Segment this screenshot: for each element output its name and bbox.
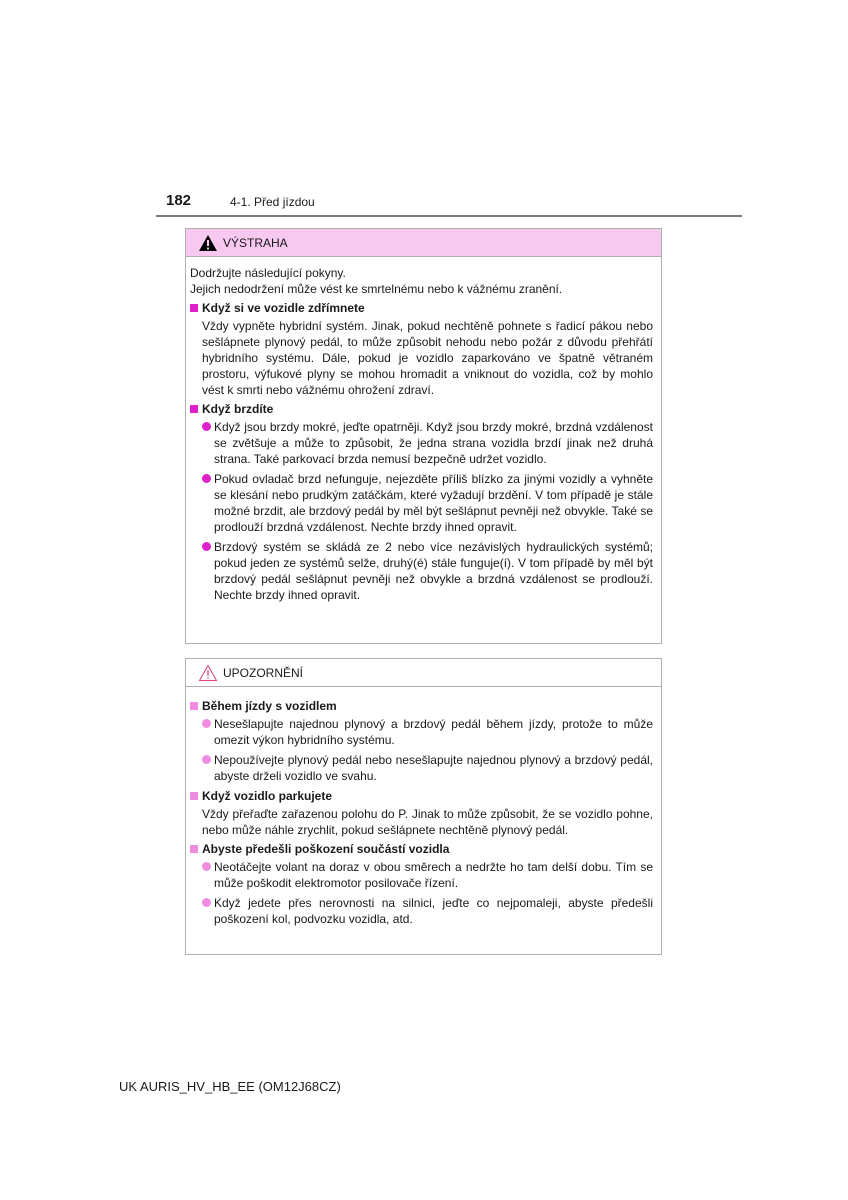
circle-bullet-icon (202, 719, 211, 728)
square-bullet-icon (190, 702, 198, 710)
warning-intro-line: Dodržujte následující pokyny. (190, 266, 346, 280)
list-item (202, 471, 653, 535)
warning-triangle-outline-icon (198, 664, 218, 682)
caution-subhead-damage (190, 841, 653, 857)
caution-paragraph: Vždy přeřaďte zařazenou polohu do P. Jinak to může způsobit, že se vozidlo pohne, nebo může náhle zrychlit, pokud sešlápnete nechtěně plynový pedál. (202, 807, 653, 837)
document-code: UK AURIS_HV_HB_EE (OM12J68CZ) (119, 1079, 341, 1094)
caution-subhead-driving (190, 698, 653, 714)
list-item-text: Nepoužívejte plynový pedál nebo nesešlapujte najednou plynový a brzdový pedál, abyste drželi vozidlo ve svahu. (214, 753, 653, 783)
warning-intro (190, 265, 653, 297)
list-item-text: Pokud ovladač brzd nefunguje, nejezděte příliš blízko za jinými vozidly a vyhněte se klesání nebo prudkým zatáčkám, které vyžadují brzdění. V tom případě je stále možné brzdit, ale brzdový pedál by měl být sešlápnut pevněji než obvykle. Také se prodlouží brzdná vzdálenost. Nechte brzdy ihned opravit. (214, 472, 653, 534)
subhead-label: Když si ve vozidle zdřímnete (202, 301, 365, 315)
list-item (202, 419, 653, 467)
warning-subhead-braking (190, 401, 653, 417)
circle-bullet-icon (202, 542, 211, 551)
list-item-text: Nesešlapujte najednou plynový a brzdový pedál během jízdy, protože to může omezit výkon hybridního systému. (214, 717, 653, 747)
list-item (202, 859, 653, 891)
warning-header (186, 229, 661, 257)
subhead-label: Když brzdíte (202, 402, 274, 416)
list-item (202, 539, 653, 603)
subhead-label: Když vozidlo parkujete (202, 789, 333, 803)
caution-header (186, 659, 661, 687)
circle-bullet-icon (202, 422, 211, 431)
caution-title: UPOZORNĚNÍ (223, 665, 304, 680)
warning-body (186, 257, 661, 603)
warning-triangle-filled-icon (198, 234, 218, 252)
circle-bullet-icon (202, 755, 211, 764)
list-item (202, 752, 653, 784)
circle-bullet-icon (202, 862, 211, 871)
page-number: 182 (166, 192, 192, 209)
caution-body (186, 687, 661, 927)
warning-paragraph: Vždy vypněte hybridní systém. Jinak, pokud nechtěně pohnete s řadicí pákou nebo sešlápnete plynový pedál, to může způsobit nehodu nebo požár z důvodu přehřátí hybridního systému. Dále, pokud je vozidlo zaparkováno ve špatně větraném prostoru, výfukové plyny se mohou hromadit a vniknout do vozidla, což by mohlo vést k smrti nebo vážnému ohrožení zdraví. (202, 319, 653, 397)
warning-subhead-napping (190, 300, 653, 316)
warning-box (185, 228, 662, 644)
section-title: 4-1. Před jízdou (230, 195, 315, 209)
square-bullet-icon (190, 304, 198, 312)
circle-bullet-icon (202, 898, 211, 907)
subhead-label: Během jízdy s vozidlem (202, 699, 337, 713)
caution-subhead-parking (190, 788, 653, 804)
list-item-text: Když jedete přes nerovnosti na silnici, jeďte co nejpomaleji, abyste předešli poškození kol, podvozku vozidla, atd. (214, 896, 653, 926)
list-item (202, 716, 653, 748)
warning-intro-line: Jejich nedodržení může vést ke smrtelnému nebo k vážnému zranění. (190, 282, 563, 296)
square-bullet-icon (190, 845, 198, 853)
caution-box (185, 658, 662, 955)
list-item-text: Neotáčejte volant na doraz v obou směrech a nedržte ho tam delší dobu. Tím se může poškodit elektromotor posilovače řízení. (214, 860, 653, 890)
header-rule (156, 215, 742, 217)
list-item (202, 895, 653, 927)
warning-title: VÝSTRAHA (223, 235, 288, 250)
circle-bullet-icon (202, 474, 211, 483)
square-bullet-icon (190, 792, 198, 800)
subhead-label: Abyste předešli poškození součástí vozidla (202, 842, 450, 856)
list-item-text: Když jsou brzdy mokré, jeďte opatrněji. Když jsou brzdy mokré, brzdná vzdálenost se zvětšuje a může to způsobit, že jedna strana vozidla brzdí jinak než druhá strana. Také parkovací brzda nemusí bezpečně udržet vozidlo. (214, 420, 653, 466)
square-bullet-icon (190, 405, 198, 413)
list-item-text: Brzdový systém se skládá ze 2 nebo více nezávislých hydraulických systémů; pokud jeden ze systémů selže, druhý(é) stále funguje(í). V tom případě by měl být brzdový pedál sešlápnut pevněji než obvykle a brzdná vzdálenost se prodlouží. Nechte brzdy ihned opravit. (214, 540, 653, 602)
